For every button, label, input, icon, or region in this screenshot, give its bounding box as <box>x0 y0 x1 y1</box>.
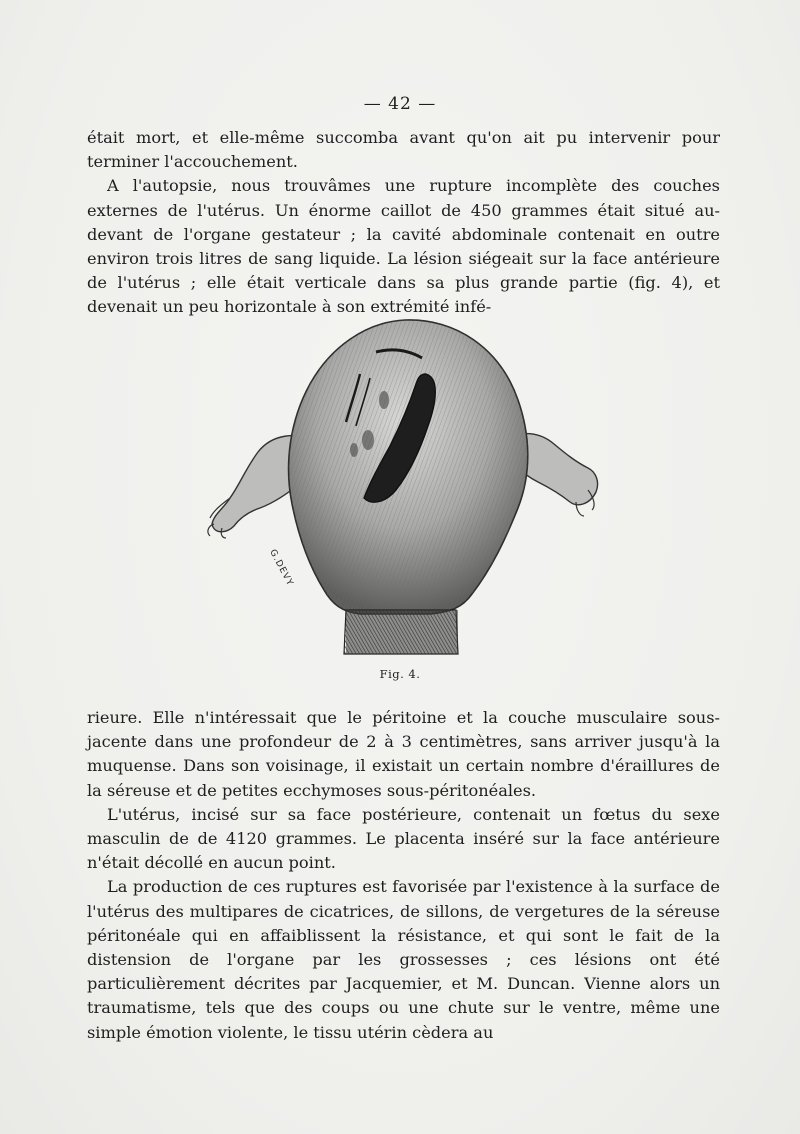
engraver-signature: G.DEVY <box>267 548 295 589</box>
uterus-engraving <box>200 312 610 662</box>
paragraph: rieure. Elle n'intéressait que le péritoine et la couche musculaire sous-jacente dans une profondeur de 2 à 3 centimètres, sans arriver jusqu'à la muquense. Dans son voisinage, il existait un certain nombre d'éraillures de la séreuse et de petites ecchymoses sous-péritonéales. <box>87 708 720 800</box>
paragraph: La production de ces ruptures est favorisée par l'existence à la surface de l'utérus des multipares de cicatrices, de sillons, de vergetures de la séreuse péritonéale qui en affaiblissent la résistance, et qui sont le fait de la distension de l'organe par les grossesses ; ces lésions ont été particulièrement décrites par Jacquemier, et M. Duncan. Vienne alors un traumatisme, tels que des coups ou une chute sur le ventre, même une simple émotion violente, le tissu utérin cèdera au <box>87 877 720 1042</box>
text-block-top <box>87 126 720 320</box>
page-number: — 42 — <box>363 94 437 114</box>
paragraph: L'utérus, incisé sur sa face postérieure, contenait un fœtus du sexe masculin de de 4120 grammes. Le placenta inséré sur la face antérieure n'était décollé en aucun point. <box>87 804 720 873</box>
figure-caption: Fig. 4. <box>379 667 421 681</box>
paragraph: A l'autopsie, nous trouvâmes une rupture incomplète des couches externes de l'utérus. Un énorme caillot de 450 grammes était situé au-devant de l'organe gestateur ; la cavité abdominale contenait en outre environ trois litres de sang liquide. La lésion siégeait sur la face antérieure de l'utérus ; elle était verticale dans sa plus grande partie (fig. 4), et devenait un peu horizontale à son extrémité infé- <box>87 176 720 317</box>
uterus-illustration <box>200 312 610 662</box>
paragraph: était mort, et elle-même succomba avant qu'on ait pu intervenir pour terminer l'accouchement. <box>87 128 720 172</box>
text-block-bottom <box>87 706 720 1045</box>
